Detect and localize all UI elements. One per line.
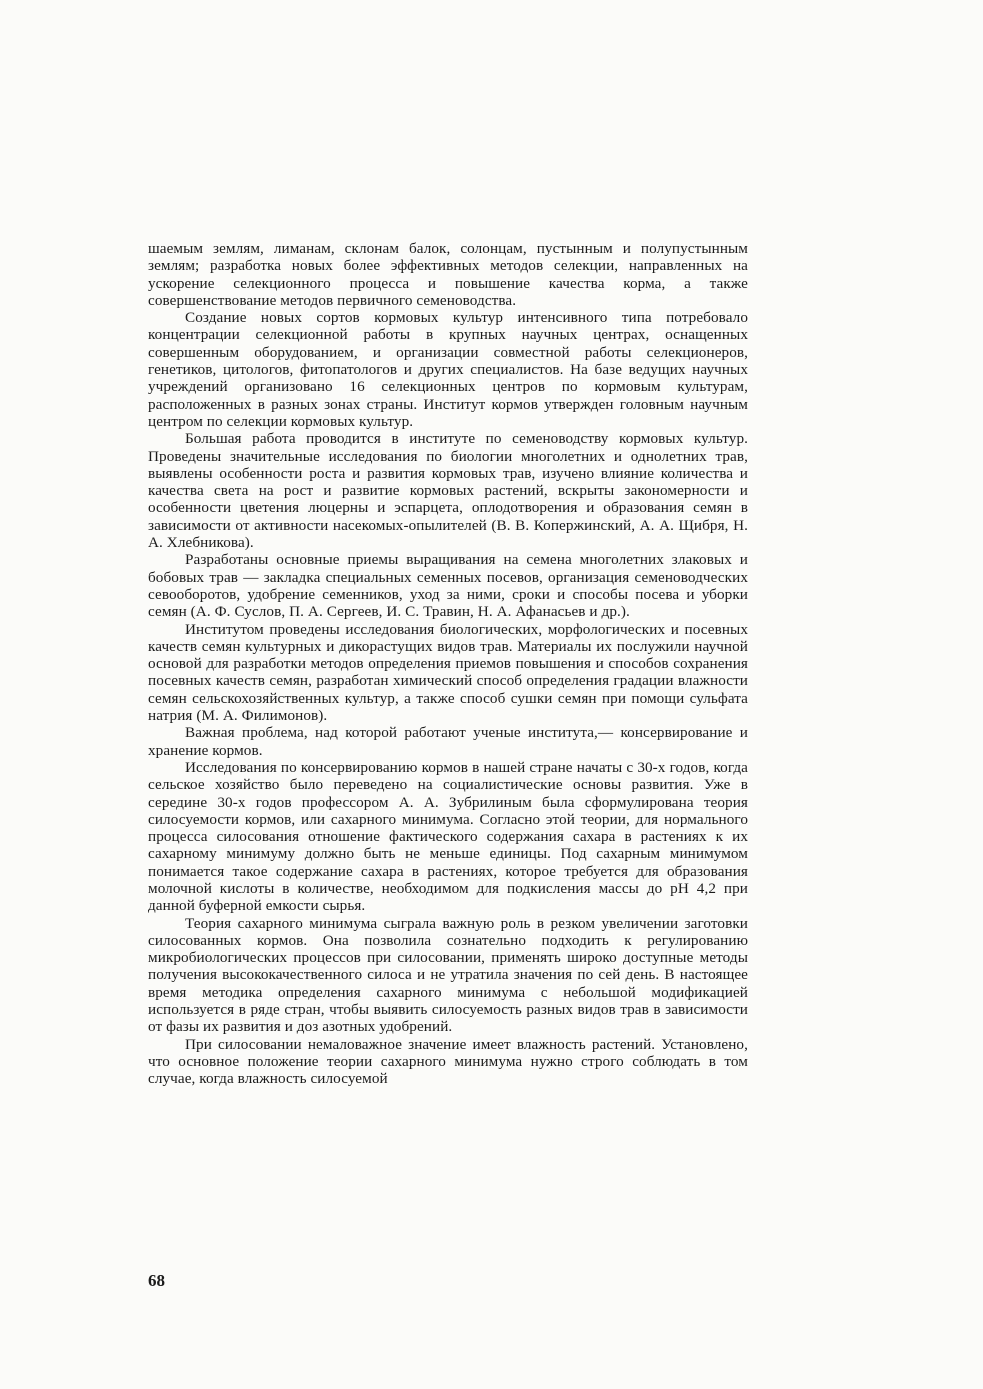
paragraph-continued: шаемым землям, лиманам, склонам балок, солонцам, пустынным и полупустынным землям; разработка новых более эффективных методов селекции, направленных на ускорение селекционного процесса и повышение качества корма, а также совершенствование методов первичного семеноводства. — [148, 240, 748, 309]
paragraph: При силосовании немаловажное значение имеет влажность растений. Установлено, что основное положение теории сахарного минимума нужно строго соблюдать в том случае, когда влажность силосуемой — [148, 1035, 748, 1088]
page-number: 68 — [148, 1271, 165, 1290]
body-text — [148, 240, 748, 1088]
paragraph: Создание новых сортов кормовых культур интенсивного типа потребовало концентрации селекционной работы в крупных научных центрах, оснащенных совершенным оборудованием, и организации совместной работы селекционеров, генетиков, цитологов, фитопатологов и других специалистов. На базе ведущих научных учреждений организовано 16 селекционных центров по кормовым культурам, расположенных в разных зонах страны. Институт кормов утвержден головным научным центром по селекции кормовых культур. — [148, 309, 748, 430]
paragraph: Институтом проведены исследования биологических, морфологических и посевных качеств семян культурных и дикорастущих видов трав. Материалы их послужили научной основой для разработки методов определения приемов повышения и способов сохранения посевных качеств семян, разработан химический способ определения градации влажности семян сельскохозяйственных культур, а также способ сушки семян при помощи сульфата натрия (М. А. Филимонов). — [148, 620, 748, 725]
paragraph: Теория сахарного минимума сыграла важную роль в резком увеличении заготовки силосованных кормов. Она позволила сознательно подходить к регулированию микробиологических процессов при силосовании, применять широко доступные методы получения высококачественного силоса и не утратила значения по сей день. В настоящее время методика определения сахарного минимума с небольшой модификацией используется в ряде стран, чтобы выявить силосуемость разных видов трав в зависимости от фазы их развития и доз азотных удобрений. — [148, 914, 748, 1036]
paragraph: Разработаны основные приемы выращивания на семена многолетних злаковых и бобовых трав — закладка специальных семенных посевов, организация семеноводческих севооборотов, удобрение семенников, уход за ними, сроки и способы посева и уборки семян (А. Ф. Суслов, П. А. Сергеев, И. С. Травин, Н. А. Афанасьев и др.). — [148, 551, 748, 621]
paragraph: Большая работа проводится в институте по семеноводству кормовых культур. Проведены значительные исследования по биологии многолетних и однолетних трав, выявлены особенности роста и развития кормовых трав, изучено влияние количества и качества света на рост и развитие кормовых растений, вскрыты закономерности и особенности цветения люцерны и эспарцета, оплодотворения и образования семян в зависимости от активности насекомых-опылителей (В. В. Копержинский, А. А. Щибря, Н. А. Хлебникова). — [148, 430, 748, 552]
paragraph: Исследования по консервированию кормов в нашей стране начаты с 30-х годов, когда сельское хозяйство было переведено на социалистические основы развития. Уже в середине 30-х годов профессором А. А. Зубрилиным была сформулирована теория силосуемости кормов, или сахарного минимума. Согласно этой теории, для нормального процесса силосования отношение фактического содержания сахара в растениях к их сахарному минимуму должно быть не меньше единицы. Под сахарным минимумом понимается такое содержание сахара в растениях, которое требуется для образования молочной кислоты в количестве, необходимом для подкисления массы до pH 4,2 при данной буферной емкости сырья. — [148, 758, 748, 915]
paragraph: Важная проблема, над которой работают ученые института,— консервирование и хранение кормов. — [148, 724, 748, 759]
